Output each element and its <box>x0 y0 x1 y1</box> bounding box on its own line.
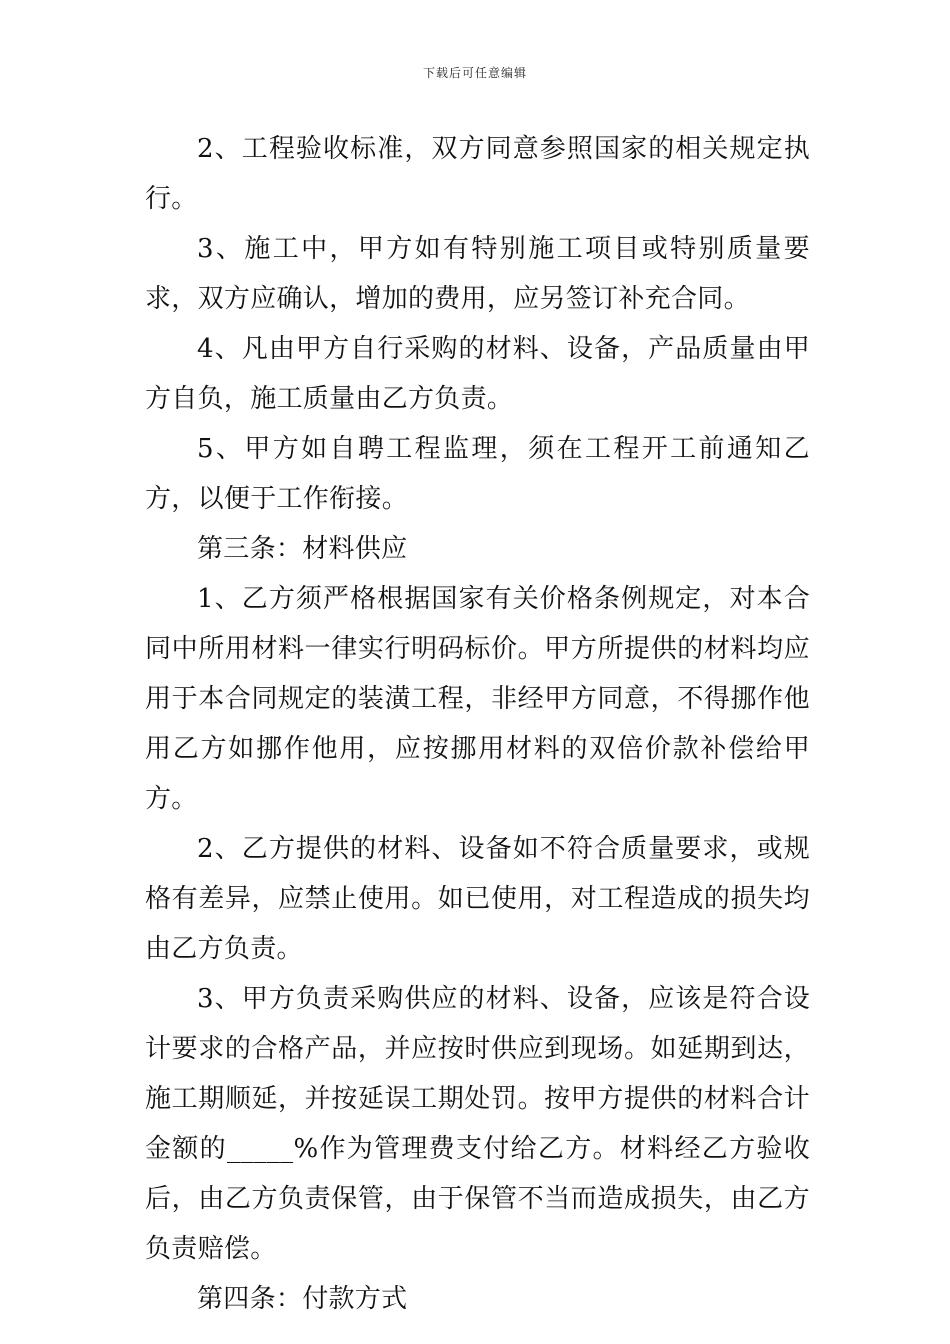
clause-material-pricing: 1、乙方须严格根据国家有关价格条例规定，对本合同中所用材料一律实行明码标价。甲方所提供的材料均应用于本合同规定的装潢工程，非经甲方同意，不得挪作他用乙方如挪作他用，应按挪用材料的双倍价款补偿给甲方。 <box>145 584 810 814</box>
section-heading-article-3: 第三条：材料供应 <box>197 534 408 564</box>
clause-party-a-supply <box>145 974 810 1274</box>
clause-text-after-blank: %作为管理费支付给乙方。材料经乙方验收后，由乙方负责保管，由于保管不当而造成损失，由乙方负责赔偿。 <box>145 1134 811 1264</box>
clause-special-requirements: 3、施工中，甲方如有特别施工项目或特别质量要求，双方应确认，增加的费用，应另签订补充合同。 <box>145 234 810 314</box>
percentage-blank: _____ <box>226 1134 294 1164</box>
clause-supervision: 5、甲方如自聘工程监理，须在工程开工前通知乙方，以便于工作衔接。 <box>145 434 810 514</box>
page-header: 下载后可任意编辑 <box>422 66 527 80</box>
clause-text-before-blank: 3、甲方负责采购供应的材料、设备，应该是符合设计要求的合格产品，并应按时供应到现场。如延期到达，施工期顺延，并按延误工期处罚。按甲方提供的材料合计金额的 <box>145 984 810 1164</box>
document-body <box>145 124 810 1324</box>
clause-acceptance-standard: 2、工程验收标准，双方同意参照国家的相关规定执行。 <box>145 134 810 214</box>
clause-party-a-materials: 4、凡由甲方自行采购的材料、设备，产品质量由甲方自负，施工质量由乙方负责。 <box>145 334 810 414</box>
section-heading-article-4: 第四条：付款方式 <box>197 1284 408 1314</box>
clause-material-quality: 2、乙方提供的材料、设备如不符合质量要求，或规格有差异，应禁止使用。如已使用，对工程造成的损失均由乙方负责。 <box>145 834 810 964</box>
